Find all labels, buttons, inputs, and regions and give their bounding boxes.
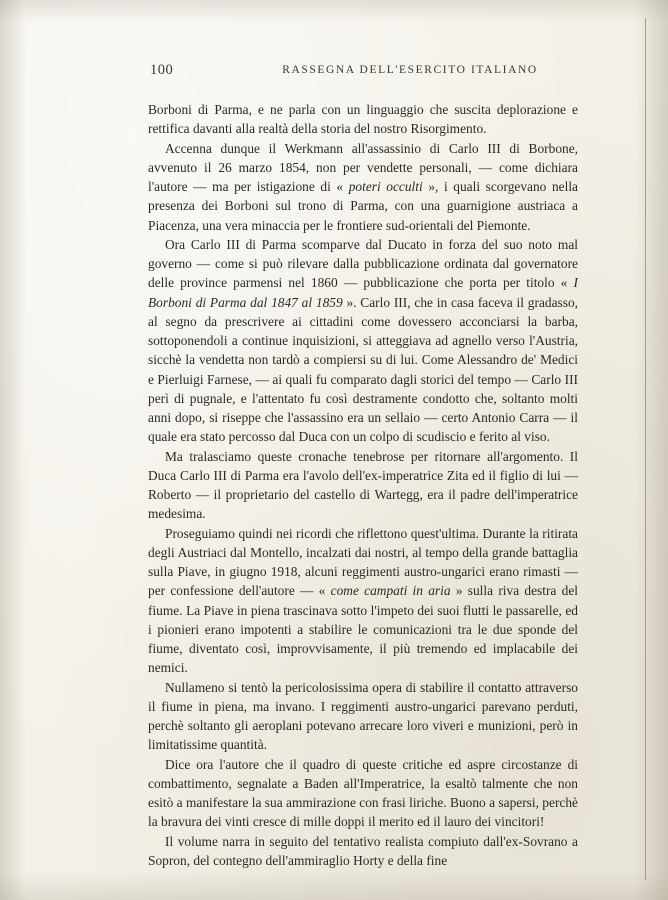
- paragraph: Proseguiamo quindi nei ricordi che riflettono quest'ultima. Durante la ritirata degli Austriaci dal Montello, incalzati dai nostri, al tempo della grande battaglia sulla Piave, in giugno 1918, alcuni reggimenti austro-ungarici erano rimasti — per confessione dell'autore — « come campati in aria » sulla riva destra del fiume. La Piave in piena trascinava sotto l'impeto dei suoi flutti le passarelle, ed i pionieri erano impotenti a stabilire le comunicazioni tra le due sponde del fiume, diventato così, improvvisamente, il più tremendo ed implacabile dei nemici.: [148, 525, 578, 676]
- page-edge-shadow-left: [0, 0, 26, 900]
- page-edge-shadow-top: [0, 0, 668, 22]
- paragraph: Ora Carlo III di Parma scomparve dal Ducato in forza del suo noto mal governo — come si può rilevare dalla pubblicazione ordinata dal governatore delle province parmensi nel 1860 — pubblicazione che porta per titolo « I Borboni di Parma dal 1847 al 1859 ». Carlo III, che in casa faceva il gradasso, al segno da prescrivere ai cittadini come dovessero acconciarsi la barba, sottoponendoli a continue inquisizioni, si atteggiava ad agnello verso l'Austria, sicchè la vendetta non tardò a compiersi su di lui. Come Alessandro de' Medici e Pierluigi Farnese, — ai quali fu comparato dagli storici del tempo — Carlo III perì di pugnale, e l'attentato fu così destramente condotto che, soltanto molti anni dopo, si riseppe che l'assassino era un sellaio — certo Antonio Carra — il quale era stato percosso dal Duca con un colpo di scudiscio e ferito al viso.: [148, 236, 578, 445]
- paragraph: Il volume narra in seguito del tentativo realista compiuto dall'ex-Sovrano a Sopron, del contegno dell'ammiraglio Horty e della fine: [148, 833, 578, 868]
- paragraph: Ma tralasciamo queste cronache tenebrose per ritornare all'argomento. Il Duca Carlo III di Parma era l'avolo dell'ex-imperatrice Zita ed il figlio di lui — Roberto — il proprietario del castello di Wartegg, era il padre dell'imperatrice medesima.: [148, 448, 578, 522]
- page-edge-shadow-right: [634, 0, 668, 900]
- running-title: RASSEGNA DELL'ESERCITO ITALIANO: [282, 64, 538, 76]
- page-margin-rule: [645, 18, 646, 880]
- italic-phrase: come campati in aria: [330, 583, 451, 599]
- paragraph: Dice ora l'autore che il quadro di queste critiche ed aspre circostanze di combattimento, segnalate a Baden all'Imperatrice, la esaltò talmente che non esitò a manifestare la sua ammirazione con frasi liriche. Buono a sapersi, perchè la bravura dei vinti cresce di mille doppi il merito ed il lauro dei vincitori!: [148, 756, 578, 830]
- paragraph: Accenna dunque il Werkmann all'assassinio di Carlo III di Borbone, avvenuto il 26 marzo 1854, non per vendette personali, — come dichiara l'autore — ma per istigazione di « poteri occulti », i quali scorgevano nella presenza dei Borboni sul trono di Parma, con una guarnigione austriaca a Piacenza, una vera minaccia per le frontiere sud-orientali del Piemonte.: [148, 140, 578, 233]
- paragraph: Borboni di Parma, e ne parla con un linguaggio che suscita deplorazione e rettifica davanti alla realtà della storia del nostro Risorgimento.: [148, 102, 578, 137]
- body-text: [148, 100, 578, 870]
- page-number: 100: [150, 62, 174, 78]
- italic-phrase: poteri occulti: [348, 179, 423, 194]
- italic-phrase: I Borboni di Parma dal 1847 al 1859: [148, 275, 578, 310]
- page-edge-shadow-bottom: [0, 870, 668, 900]
- paragraph: Nullameno si tentò la pericolosissima opera di stabilire il contatto attraverso il fiume in piena, ma invano. I reggimenti austro-ungarici parevano perduti, perchè soltanto gli aeroplani potevano arrecare loro viveri e munizioni, però in limitatissime quantità.: [148, 679, 578, 753]
- page-header: [150, 62, 610, 80]
